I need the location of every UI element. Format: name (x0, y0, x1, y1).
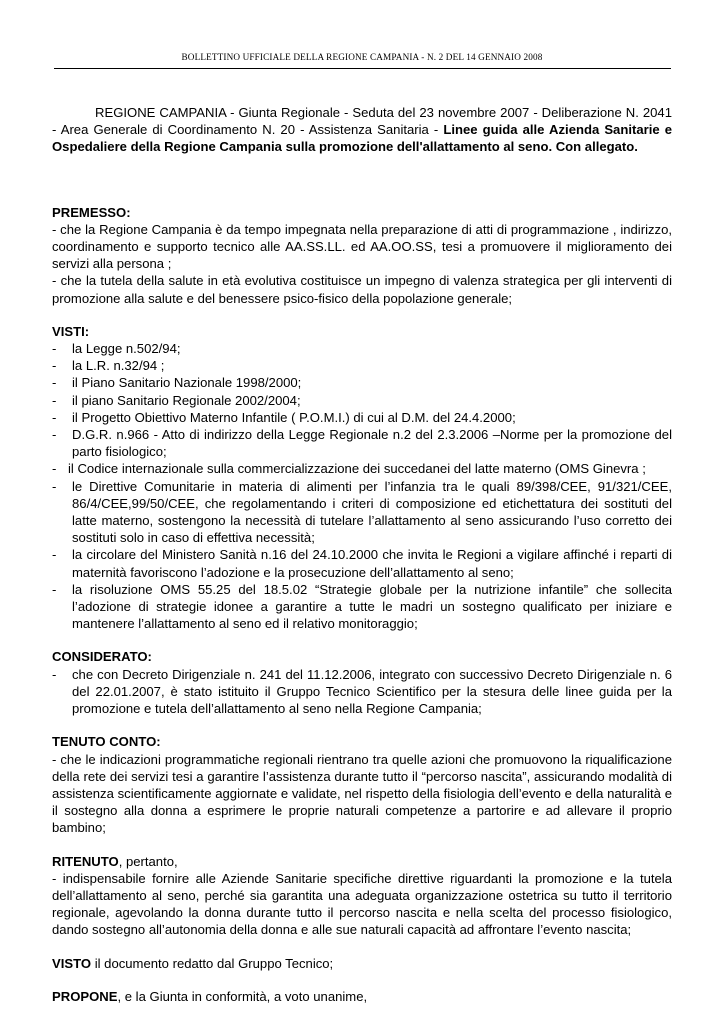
visti-item-text: il Codice internazionale sulla commercializzazione dei succedanei del latte materno (OMS Ginevra ; (68, 461, 646, 477)
visti-item (52, 460, 672, 477)
spacer (52, 156, 672, 204)
dash-bullet: - (52, 409, 57, 425)
spacer (52, 939, 672, 955)
bulletin-header: BOLLETTINO UFFICIALE DELLA REGIONE CAMPANIA - N. 2 DEL 14 GENNAIO 2008 (181, 52, 543, 62)
spacer (52, 972, 672, 988)
considerato-list (52, 666, 672, 718)
document-body (52, 104, 672, 1005)
visti-item-text: la circolare del Ministero Sanità n.16 del 24.10.2000 che invita le Regioni a vigilare affinché i reparti di maternità favoriscono l’adozione e la prosecuzione dell’allattamento al seno; (72, 547, 672, 580)
spacer (52, 632, 672, 648)
considerato-heading: CONSIDERATO: (52, 649, 152, 665)
visti-item-text: D.G.R. n.966 - Atto di indirizzo della Legge Regionale n.2 del 2.3.2006 –Norme per la promozione del parto fisiologico; (72, 427, 672, 460)
visti-item-text: il Piano Sanitario Nazionale 1998/2000; (72, 375, 302, 391)
dash-bullet: - (52, 461, 57, 477)
dash-bullet: - (52, 547, 57, 563)
considerato-item-text: che con Decreto Dirigenziale n. 241 del 11.12.2006, integrato con successivo Decreto Dirigenziale n. 6 del 22.01.2007, è stato istituito il Gruppo Tecnico Scientifico per la stesura delle linee guida per la promozione e tutela dell’allattamento al seno nella Regione Campania; (72, 666, 672, 717)
visti-item (52, 546, 672, 580)
premesso-heading: PREMESSO: (52, 204, 131, 220)
spacer (52, 717, 672, 733)
visti-item (52, 357, 672, 374)
ritenuto-text: - indispensabile fornire alle Aziende Sanitarie specifiche direttive riguardanti la promozione e la tutela dell’allattamento al seno, perché sia garantita una adeguata organizzazione ostetrica su tutto il territorio regionale, agevolando la donna durante tutto il percorso nascita e nella scelta del processo fisiologico, dando sostegno all’autonomia della donna e alle sue naturali capacità ad affrontare l’evento nascita; (52, 870, 672, 938)
visti-item-text: la L.R. n.32/94 ; (72, 358, 165, 374)
dash-bullet: - (52, 581, 57, 597)
visto-line (52, 955, 672, 972)
visti-item (52, 409, 672, 426)
dash-bullet: - (52, 341, 57, 357)
visti-item-text: le Direttive Comunitarie in materia di alimenti per l’infanzia tra le quali 89/398/CEE, 91/321/CEE, 86/4/CEE,99/50/CEE, che regolamentando i criteri di composizione ed etichettatura dei sostituti del latte materno, sostengono la necessità di tutelare l’allattamento al seno assicurando l’uso corretto dei sostituti solo in caso di effettiva necessità; (72, 478, 672, 546)
spacer (52, 307, 672, 323)
premesso-item: - che la Regione Campania è da tempo impegnata nella preparazione di atti di programmazione , indirizzo, coordinamento e supporto tecnico alle AA.SS.LL. ed AA.OO.SS, tesi a promuovere il miglioramento dei servizi alla persona ; (52, 221, 672, 272)
visti-item-text: il piano Sanitario Regionale 2002/2004; (72, 392, 301, 408)
tenuto-conto-heading: TENUTO CONTO: (52, 734, 161, 750)
visto-text: il documento redatto dal Gruppo Tecnico; (91, 955, 334, 971)
dash-bullet: - (52, 358, 57, 374)
visti-item (52, 478, 672, 547)
intro-paragraph (52, 104, 672, 156)
considerato-item (52, 666, 672, 718)
visti-item-text: la Legge n.502/94; (72, 341, 181, 357)
visto-heading: VISTO (52, 955, 92, 971)
visti-item (52, 392, 672, 409)
intro-bold-text: Linee guida alle Azienda Sanitarie e Ospedaliere della Regione Campania sulla promozione dell'allattamento al seno. Con allegato. (52, 122, 672, 155)
ritenuto-suffix: , pertanto, (118, 853, 178, 869)
visti-heading: VISTI: (52, 323, 90, 339)
propone-line (52, 988, 672, 1005)
visti-item (52, 340, 672, 357)
visti-item (52, 426, 672, 460)
visti-item (52, 581, 672, 633)
propone-text: , e la Giunta in conformità, a voto unanime, (117, 988, 368, 1004)
intro-normal-text: REGIONE CAMPANIA - Giunta Regionale - Seduta del 23 novembre 2007 - Deliberazione N. 2041 - Area Generale di Coordinamento N. 20 - Assistenza Sanitaria - (52, 105, 672, 138)
spacer (52, 837, 672, 853)
visti-item-text: il Progetto Obiettivo Materno Infantile ( P.O.M.I.) di cui al D.M. del 24.4.2000; (72, 409, 516, 425)
visti-item (52, 374, 672, 391)
premesso-item: - che la tutela della salute in età evolutiva costituisce un impegno di valenza strategica per gli interventi di promozione alla salute e del benessere psico-fisico della popolazione generale; (52, 273, 672, 306)
header-rule (54, 68, 671, 69)
visti-item-text: la risoluzione OMS 55.25 del 18.5.02 “Strategie globale per la nutrizione infantile” che sollecita l’adozione di strategie idonee a garantire a tutte le madri un sostegno qualificato per iniziare e mantenere l’allattamento al seno ed il relativo monitoraggio; (72, 581, 672, 632)
ritenuto-line (52, 853, 672, 870)
dash-bullet: - (52, 478, 57, 494)
ritenuto-heading: RITENUTO (52, 853, 119, 869)
dash-bullet: - (52, 666, 57, 682)
tenuto-conto-text: - che le indicazioni programmatiche regionali rientrano tra quelle azioni che promuovono la riqualificazione della rete dei servizi tesi a garantire l’assistenza durante tutto il “percorso nascita”, assicurando modalità di assistenza scientificamente aggiornate e validate, nel rispetto della fisiologia dell’evento e della naturalità e il sostegno alla donna a esprimere le proprie naturali competenze a partorire e ad allevare il proprio bambino; (52, 751, 672, 836)
propone-heading: PROPONE (52, 988, 118, 1004)
dash-bullet: - (52, 375, 57, 391)
dash-bullet: - (52, 392, 57, 408)
dash-bullet: - (52, 427, 57, 443)
visti-list (52, 340, 672, 632)
